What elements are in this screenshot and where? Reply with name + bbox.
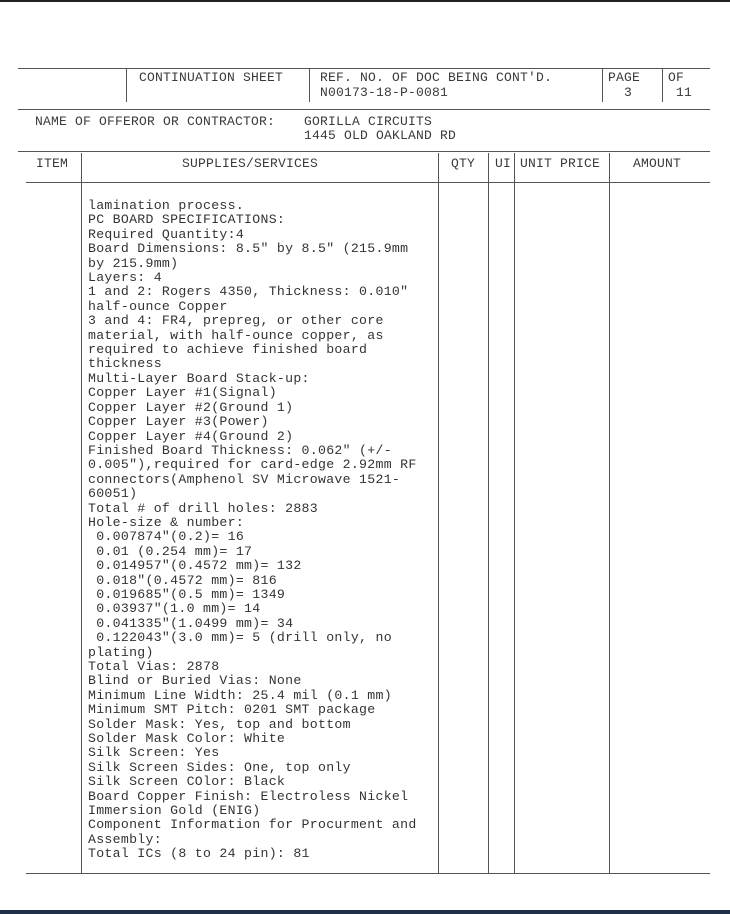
description-line: Copper Layer #4(Ground 2) xyxy=(88,428,294,444)
description-line: Solder Mask: Yes, top and bottom xyxy=(88,716,351,732)
description-line: Finished Board Thickness: 0.062" (+/- xyxy=(88,442,392,458)
description-line: half-ounce Copper xyxy=(88,298,228,314)
description-line: Board Dimensions: 8.5" by 8.5" (215.9mm xyxy=(88,241,409,257)
description-line: Silk Screen: Yes xyxy=(88,745,220,761)
table-bottom-rule xyxy=(26,873,710,874)
bottom-border xyxy=(0,910,730,914)
col-header-unit-price: UNIT PRICE xyxy=(520,156,601,171)
header-divider-1 xyxy=(126,68,127,102)
offeror-address: 1445 OLD OAKLAND RD xyxy=(304,128,457,143)
description-line: 0.005"),required for card-edge 2.92mm RF xyxy=(88,457,417,473)
description-line: Minimum SMT Pitch: 0201 SMT package xyxy=(88,702,376,718)
description-line: Board Copper Finish: Electroless Nickel xyxy=(88,788,409,804)
col-header-supplies: SUPPLIES/SERVICES xyxy=(182,156,319,171)
page-number: 3 xyxy=(624,85,633,100)
description-line: material, with half-ounce copper, as xyxy=(88,327,384,343)
description-line: Component Information for Procurment and xyxy=(88,817,417,833)
col-rule-ui-right xyxy=(514,153,515,873)
description-line: Copper Layer #2(Ground 1) xyxy=(88,399,294,415)
sheet-title: CONTINUATION SHEET xyxy=(139,70,284,85)
description-line: 3 and 4: FR4, prepreg, or other core xyxy=(88,313,384,329)
description-line: 1 and 2: Rogers 4350, Thickness: 0.010" xyxy=(88,284,409,300)
of-number: 11 xyxy=(676,85,693,100)
col-rule-ui-left xyxy=(488,153,489,873)
description-line: Solder Mask Color: White xyxy=(88,731,286,747)
description-line: Layers: 4 xyxy=(88,270,162,286)
description-line: Copper Layer #1(Signal) xyxy=(88,385,277,401)
description-line: Total # of drill holes: 2883 xyxy=(88,500,318,516)
description-line: Required Quantity:4 xyxy=(88,226,245,242)
description-line: PC BOARD SPECIFICATIONS: xyxy=(88,212,286,228)
description-line: Hole-size & number: xyxy=(88,514,245,530)
description-line: 0.03937"(1.0 mm)= 14 xyxy=(88,601,261,617)
offeror-label: NAME OF OFFEROR OR CONTRACTOR: xyxy=(35,114,276,129)
col-header-ui: UI xyxy=(495,156,512,171)
description-line: by 215.9mm) xyxy=(88,255,179,271)
col-rule-amount xyxy=(609,153,610,873)
col-rule-qty xyxy=(438,153,439,873)
ref-label: REF. NO. OF DOC BEING CONT'D. xyxy=(320,70,553,85)
description-line: thickness xyxy=(88,356,162,372)
offeror-bottom-rule xyxy=(18,151,710,152)
description-line: Copper Layer #3(Power) xyxy=(88,414,269,430)
column-header-rule xyxy=(26,182,710,183)
description-line: 0.018"(0.4572 mm)= 816 xyxy=(88,572,277,588)
top-border xyxy=(0,0,730,2)
ref-number: N00173-18-P-0081 xyxy=(320,85,449,100)
page-label: PAGE xyxy=(608,70,641,85)
description-line: Minimum Line Width: 25.4 mil (0.1 mm) xyxy=(88,687,392,703)
description-line: Total Vias: 2878 xyxy=(88,659,220,674)
col-header-qty: QTY xyxy=(451,156,476,171)
supplies-services-description xyxy=(88,199,438,862)
description-line: required to achieve finished board xyxy=(88,342,368,358)
description-line: connectors(Amphenol SV Microwave 1521- xyxy=(88,471,401,487)
description-line: Silk Screen Sides: One, top only xyxy=(88,759,351,775)
description-line: 0.014957"(0.4572 mm)= 132 xyxy=(88,558,302,574)
description-line: Multi-Layer Board Stack-up: xyxy=(88,370,310,386)
description-line: 60051) xyxy=(88,486,138,502)
of-label: OF xyxy=(668,70,685,85)
description-line: 0.01 (0.254 mm)= 17 xyxy=(88,543,253,559)
description-line: Immersion Gold (ENIG) xyxy=(88,803,261,819)
header-bottom-rule xyxy=(18,109,710,110)
description-line: Blind or Buried Vias: None xyxy=(88,673,302,689)
header-divider-4 xyxy=(662,68,663,102)
col-rule-item xyxy=(81,153,82,873)
description-line: 0.041335"(1.0499 mm)= 34 xyxy=(88,615,294,631)
description-line: Assembly: xyxy=(88,831,162,847)
col-header-item: ITEM xyxy=(36,156,69,171)
description-line: 0.019685"(0.5 mm)= 1349 xyxy=(88,586,286,602)
offeror-name: GORILLA CIRCUITS xyxy=(304,114,433,129)
header-top-rule xyxy=(18,68,710,69)
description-line: 0.122043"(3.0 mm)= 5 (drill only, no xyxy=(88,630,392,646)
description-line: lamination process. xyxy=(88,198,245,213)
description-line: Total ICs (8 to 24 pin): 81 xyxy=(88,846,310,862)
description-line: 0.007874"(0.2)= 16 xyxy=(88,529,245,545)
col-header-amount: AMOUNT xyxy=(633,156,682,171)
description-line: plating) xyxy=(88,644,154,660)
description-line: Silk Screen COlor: Black xyxy=(88,774,286,790)
header-divider-3 xyxy=(602,68,603,102)
header-divider-2 xyxy=(309,68,310,102)
